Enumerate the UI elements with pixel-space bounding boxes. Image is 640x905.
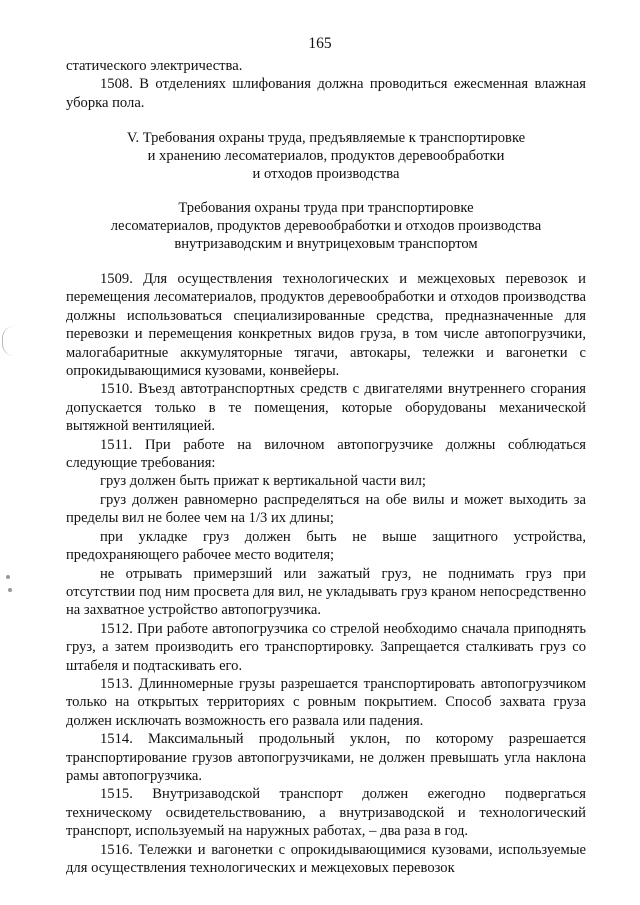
list-item: груз должен быть прижат к вертикальной части вил;	[100, 473, 426, 490]
paragraph-1515: 1515. Внутризаводской транспорт должен ежегодно подвергаться техническому освидетельствованию, а внутризаводской и технологический транспорт, используемый на наружных работах, – два раза в год.	[66, 786, 586, 840]
paragraph-1512: 1512. При работе автопогрузчика со стрелой необходимо сначала приподнять груз, а затем производить его транспортировку. Запрещается сталкивать груз со штабеля и подтаскивать его.	[66, 620, 586, 674]
paragraph-1513: 1513. Длинномерные грузы разрешается транспортировать автопогрузчиком только на открытых территориях с ровным покрытием. Способ захвата груза должен исключать возможность его развала или падения.	[66, 675, 586, 729]
paragraph-1516: 1516. Тележки и вагонетки с опрокидывающимися кузовами, используемые для осуществления технологических и межцеховых перевозок	[66, 841, 586, 876]
subsection-heading-line: внутризаводским и внутрицеховым транспортом	[174, 236, 478, 253]
subsection-heading-line: Требования охраны труда при транспортировке	[178, 200, 474, 216]
section-heading-line: и отходов производства	[252, 166, 400, 183]
scan-artifact-mark	[2, 326, 21, 356]
main-text-block	[66, 270, 586, 877]
subsection-heading-line: лесоматериалов, продуктов деревообработки и отходов производства	[110, 218, 542, 235]
paragraph-1509: 1509. Для осуществления технологических и межцеховых перевозок и перемещения лесоматериалов, продуктов деревообработки и отходов производства должны использоваться специализированные средства, предназначенные для перевозки и перемещения конкретных видов груза, в том числе автопогрузчики, малогабаритные аккумуляторные тягачи, автокары, тележки и вагонетки с опрокидывающимися кузовами, конвейеры.	[66, 271, 586, 380]
list-item: не отрывать примерзший или зажатый груз, не поднимать груз при отсутствии под ним просвета для вил, не укладывать груз краном непосредственно на захватное устройство автопогрузчика.	[66, 565, 586, 619]
scan-artifact-dot	[8, 588, 12, 592]
page-number: 165	[308, 35, 332, 52]
paragraph-1511: 1511. При работе на вилочном автопогрузчике должны соблюдаться следующие требования:	[66, 436, 586, 472]
paragraph-1510: 1510. Въезд автотранспортных средств с двигателями внутреннего сгорания допускается только в те помещения, которые оборудованы механической вытяжной вентиляцией.	[66, 381, 586, 435]
section-heading-line: V. Требования охраны труда, предъявляемые к транспортировке	[126, 130, 526, 146]
paragraph-1508: 1508. В отделениях шлифования должна проводиться ежесменная влажная уборка пола.	[66, 76, 586, 111]
top-text-block	[66, 57, 586, 112]
list-item: груз должен равномерно распределяться на обе вилы и может выходить за пределы вил не более чем на 1/3 их длины;	[66, 491, 586, 527]
subsection-heading	[66, 199, 586, 254]
section-heading	[66, 129, 586, 184]
paragraph-continuation: статического электричества.	[66, 58, 243, 74]
list-item: при укладке груз должен быть не выше защитного устройства, предохраняющего рабочее место водителя;	[66, 528, 586, 564]
scan-artifact-dot	[6, 575, 10, 579]
section-heading-line: и хранению лесоматериалов, продуктов деревообработки	[147, 148, 505, 165]
paragraph-1514: 1514. Максимальный продольный уклон, по которому разрешается транспортирование грузов автопогрузчиками, не должен превышать угла наклона рамы автопогрузчика.	[66, 731, 586, 784]
